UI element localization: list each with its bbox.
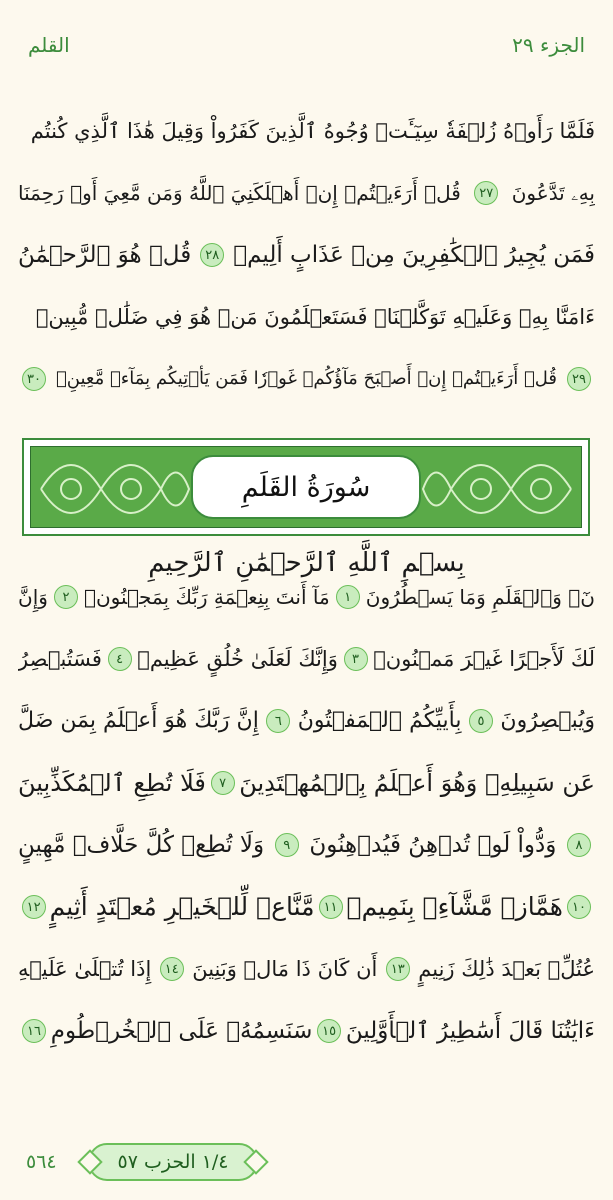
ayah-number-marker: ١٥ (317, 1019, 341, 1043)
verse-text: وَلَا تُطِعۡ كُلَّ حَلَّافٖ مَّهِينٍ (18, 832, 265, 858)
ayah-number-marker: ١٦ (22, 1019, 46, 1043)
verse-text: لَكَ لَأَجۡرًا غَيۡرَ مَمۡنُونٖ (373, 647, 595, 671)
ayah-number-marker: ١ (336, 585, 360, 609)
verse-text: عَن سَبِيلِهِۦ وَهُوَ أَعۡلَمُ بِٱلۡمُهۡتَدِينَ (239, 769, 595, 797)
verse-text: أَن كَانَ ذَا مَالٖ وَبَنِينَ (192, 957, 378, 981)
verse-line (18, 690, 595, 752)
verse-line (18, 566, 595, 628)
verse-text: مَآ أَنتَ بِنِعۡمَةِ رَبِّكَ بِمَجۡنُونٖ (83, 585, 330, 609)
verse-line (18, 348, 595, 410)
ayah-number-marker: ٢٧ (474, 181, 498, 205)
page-header (28, 30, 585, 60)
verse-text: نٓۚ وَٱلۡقَلَمِ وَمَا يَسۡطُرُونَ (365, 585, 595, 609)
ayah-number-marker: ٥ (469, 709, 493, 733)
arabesque-ornament-right (421, 447, 581, 528)
verse-text: بِأَييِّكُمُ ٱلۡمَفۡتُونُ (297, 708, 462, 733)
verse-text: فَمَن يُجِيرُ ٱلۡكَٰفِرِينَ مِنۡ عَذَابٍ أَلِيمٖ (233, 242, 595, 268)
verse-text: قُلۡ هُوَ ٱلرَّحۡمَٰنُ (18, 242, 192, 268)
verse-text: عُتُلِّۭ بَعۡدَ ذَٰلِكَ زَنِيمٍ (418, 957, 595, 981)
verse-line (18, 224, 595, 286)
hizb-label: ١/٤ الحزب ٥٧ (117, 1151, 229, 1173)
verse-text: بِهِۦ تَدَّعُونَ (511, 181, 595, 205)
ayah-number-marker: ٢٨ (200, 243, 224, 267)
ayah-number-marker: ١٤ (160, 957, 184, 981)
ayah-number-marker: ٣٠ (22, 367, 46, 391)
verse-line (18, 1000, 595, 1062)
ayah-number-marker: ٢ (54, 585, 78, 609)
verse-text: وَإِنَّ (18, 585, 48, 609)
verse-line (18, 814, 595, 876)
hizb-badge (88, 1143, 258, 1181)
verse-text: إِذَا تُتۡلَىٰ عَلَيۡهِ (18, 957, 152, 981)
verses-bottom (18, 566, 595, 1062)
verse-text: قُلۡ أَرَءَيۡتُمۡ إِنۡ أَهۡلَكَنِيَ ٱللَّهُ وَمَن مَّعِيَ أَوۡ رَحِمَنَا (18, 181, 461, 205)
verse-text: ءَايَٰتُنَا قَالَ أَسَٰطِيرُ ٱلۡأَوَّلِينَ (345, 1018, 595, 1044)
verse-line (18, 752, 595, 814)
ayah-number-marker: ٦ (266, 709, 290, 733)
page-footer (0, 1143, 613, 1183)
verse-text: وَدُّواْ لَوۡ تُدۡهِنُ فَيُدۡهِنُونَ (309, 832, 557, 858)
verse-line (18, 100, 595, 162)
verse-text: هَمَّازٖ مَّشَّآءِۭ بِنَمِيمٖ (346, 892, 563, 921)
ayah-number-marker: ٢٩ (567, 367, 591, 391)
ayah-number-marker: ٤ (108, 647, 132, 671)
ayah-number-marker: ٣ (344, 647, 368, 671)
ayah-number-marker: ١٠ (567, 895, 591, 919)
arabesque-ornament-left (31, 447, 191, 528)
verse-line (18, 876, 595, 938)
surah-title: سُورَةُ القَلَمِ (191, 455, 421, 519)
verse-text: إِنَّ رَبَّكَ هُوَ أَعۡلَمُ بِمَن ضَلَّ (18, 708, 259, 733)
ayah-number-marker: ٩ (275, 833, 299, 857)
verse-text: مَّنَّاعٖ لِّلۡخَيۡرِ مُعۡتَدٍ أَثِيمٍ (49, 892, 315, 921)
verse-text: ءَامَنَّا بِهِۦ وَعَلَيۡهِ تَوَكَّلۡنَاۖ فَسَتَعۡلَمُونَ مَنۡ هُوَ فِي ضَلَٰلٖ مُّبِينٖ (35, 305, 595, 329)
surah-banner (22, 438, 590, 536)
verse-text: قُلۡ أَرَءَيۡتُمۡ إِنۡ أَصۡبَحَ مَآؤُكُمۡ غَوۡرٗا فَمَن يَأۡتِيكُم بِمَآءٖ مَّعِينِۭ (55, 368, 558, 389)
ayah-number-marker: ١٣ (386, 957, 410, 981)
verse-line (18, 286, 595, 348)
surah-name-label: القلم (28, 33, 70, 57)
verse-text: وَيُبۡصِرُونَ (500, 708, 595, 733)
verse-text: فَلَمَّا رَأَوۡهُ زُلۡفَةٗ سِيٓـَٔتۡ وُجُوهُ ٱلَّذِينَ كَفَرُواْ وَقِيلَ هَٰذَا ٱلَّذِي كُنتُم (30, 119, 595, 143)
ayah-number-marker: ١١ (319, 895, 343, 919)
verse-line (18, 628, 595, 690)
basmala: بِسۡمِ ٱللَّهِ ٱلرَّحۡمَٰنِ ٱلرَّحِيمِ (148, 548, 465, 578)
ayah-number-marker: ١٢ (22, 895, 46, 919)
verse-line (18, 162, 595, 224)
verse-text: فَسَتُبۡصِرُ (18, 647, 102, 671)
verses-top (18, 100, 595, 410)
verse-text: فَلَا تُطِعِ ٱلۡمُكَذِّبِينَ (18, 769, 206, 797)
surah-banner-ornament (30, 446, 582, 528)
juz-label: الجزء ٢٩ (512, 33, 585, 57)
page-number: ٥٦٤ (26, 1151, 57, 1173)
verse-text: وَإِنَّكَ لَعَلَىٰ خُلُقٍ عَظِيمٖ (137, 647, 338, 671)
verse-text: سَنَسِمُهُۥ عَلَى ٱلۡخُرۡطُومِ (50, 1018, 313, 1044)
ayah-number-marker: ٨ (567, 833, 591, 857)
verse-line (18, 938, 595, 1000)
ayah-number-marker: ٧ (211, 771, 235, 795)
